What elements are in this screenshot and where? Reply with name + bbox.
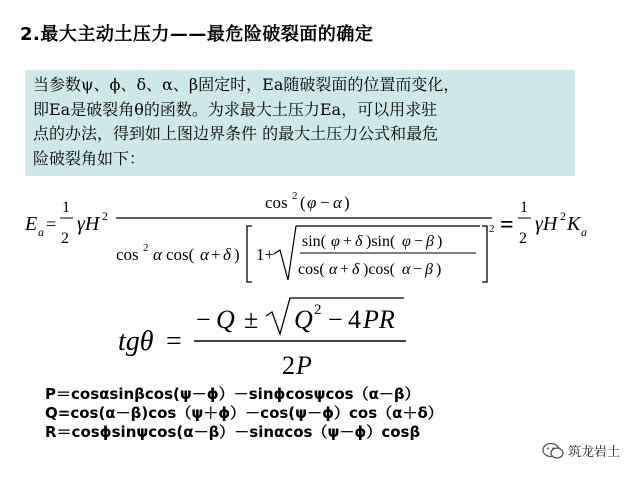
svg-text:2: 2 — [61, 230, 69, 247]
svg-text:=: = — [500, 212, 514, 238]
earth-pressure-formula — [20, 182, 620, 287]
svg-text:cos(: cos( — [298, 261, 325, 278]
svg-text:2: 2 — [292, 190, 298, 202]
svg-text:+: + — [211, 245, 221, 264]
pqr-definitions — [45, 385, 443, 442]
svg-text:φ: φ — [307, 193, 317, 212]
svg-text:): ) — [437, 233, 443, 250]
svg-text:α: α — [200, 245, 209, 264]
svg-text:=: = — [166, 326, 182, 357]
svg-text:)sin(: )sin( — [366, 233, 396, 250]
svg-text:−: − — [413, 261, 423, 278]
svg-text:α: α — [329, 261, 338, 278]
explanation-line: 险破裂角如下： — [33, 148, 146, 168]
svg-text:cos: cos — [116, 245, 139, 264]
svg-text:β: β — [425, 261, 433, 278]
svg-text:1: 1 — [520, 199, 528, 216]
svg-text:γH: γH — [77, 213, 100, 235]
svg-text:+: + — [340, 261, 350, 278]
svg-text:2: 2 — [102, 209, 108, 223]
tg-theta-formula — [118, 292, 418, 382]
svg-text:φ: φ — [402, 233, 411, 250]
watermark-text: 筑龙岩土 — [567, 445, 620, 460]
svg-text:1: 1 — [62, 199, 70, 216]
svg-text:2: 2 — [314, 302, 322, 318]
svg-text:): ) — [344, 193, 350, 212]
svg-text:(: ( — [300, 193, 306, 212]
svg-text:φ: φ — [331, 233, 340, 250]
svg-text:): ) — [234, 245, 240, 264]
svg-text:Q: Q — [216, 305, 235, 334]
svg-text:PR: PR — [363, 305, 395, 334]
svg-text:α: α — [402, 261, 411, 278]
section-title: 2.最大主动土压力——最危险破裂面的确定 — [20, 24, 374, 45]
svg-text:δ: δ — [355, 233, 363, 250]
svg-text:−: − — [196, 305, 211, 334]
svg-text:−: − — [320, 193, 330, 212]
svg-text:Q: Q — [294, 305, 313, 334]
svg-text:α: α — [153, 245, 162, 264]
definition-p: P＝cosαsinβcos(ψ－ϕ）－sinϕcosψcos（α－β） — [45, 385, 420, 403]
svg-text:δ: δ — [352, 261, 360, 278]
svg-text:2: 2 — [560, 209, 566, 223]
svg-text:2: 2 — [489, 223, 495, 235]
svg-text:±: ± — [244, 305, 259, 334]
explanation-box — [25, 70, 575, 176]
svg-text:δ: δ — [223, 245, 231, 264]
svg-text:cos(: cos( — [166, 245, 195, 264]
svg-text:a: a — [581, 225, 587, 239]
svg-text:a: a — [38, 225, 44, 239]
svg-text:−: − — [414, 233, 424, 250]
svg-text:−: − — [328, 305, 343, 334]
svg-text:β: β — [426, 233, 434, 250]
svg-text:tgθ: tgθ — [118, 326, 154, 357]
definition-r: R＝cosϕsinψcos(α－β）－sinαcos（ψ－ϕ）cosβ — [45, 423, 421, 441]
svg-text:)cos(: )cos( — [363, 261, 395, 278]
watermark — [542, 441, 620, 460]
explanation-line: 点的办法，得到如上图边界条件 的最大土压力公式和最危 — [33, 124, 439, 143]
svg-text:): ) — [436, 261, 442, 278]
svg-text:=: = — [46, 214, 57, 234]
svg-text:1+: 1+ — [256, 245, 275, 264]
svg-text:α: α — [333, 193, 342, 212]
svg-text:+: + — [343, 233, 353, 250]
svg-text:2: 2 — [519, 230, 527, 247]
explanation-line: 即Ea是破裂角θ的函数。为求最大土压力Ea，可以用求驻 — [33, 99, 438, 119]
explanation-line: 当参数ψ、ϕ、δ、α、β固定时，Ea随破裂面的位置而变化， — [33, 75, 460, 94]
svg-text:E: E — [25, 213, 38, 235]
svg-text:4: 4 — [348, 305, 361, 334]
wechat-icon — [542, 442, 564, 460]
svg-text:2: 2 — [143, 242, 149, 254]
svg-text:cos: cos — [265, 193, 288, 212]
svg-text:2: 2 — [282, 351, 295, 380]
svg-text:sin(: sin( — [302, 233, 326, 250]
svg-text:P: P — [296, 351, 312, 380]
definition-q: Q=cos(α－β)cos（ψ＋ϕ）－cos(ψ－ϕ）cos（α＋δ） — [45, 404, 443, 422]
svg-text:K: K — [567, 213, 581, 235]
svg-text:γH: γH — [535, 213, 558, 235]
